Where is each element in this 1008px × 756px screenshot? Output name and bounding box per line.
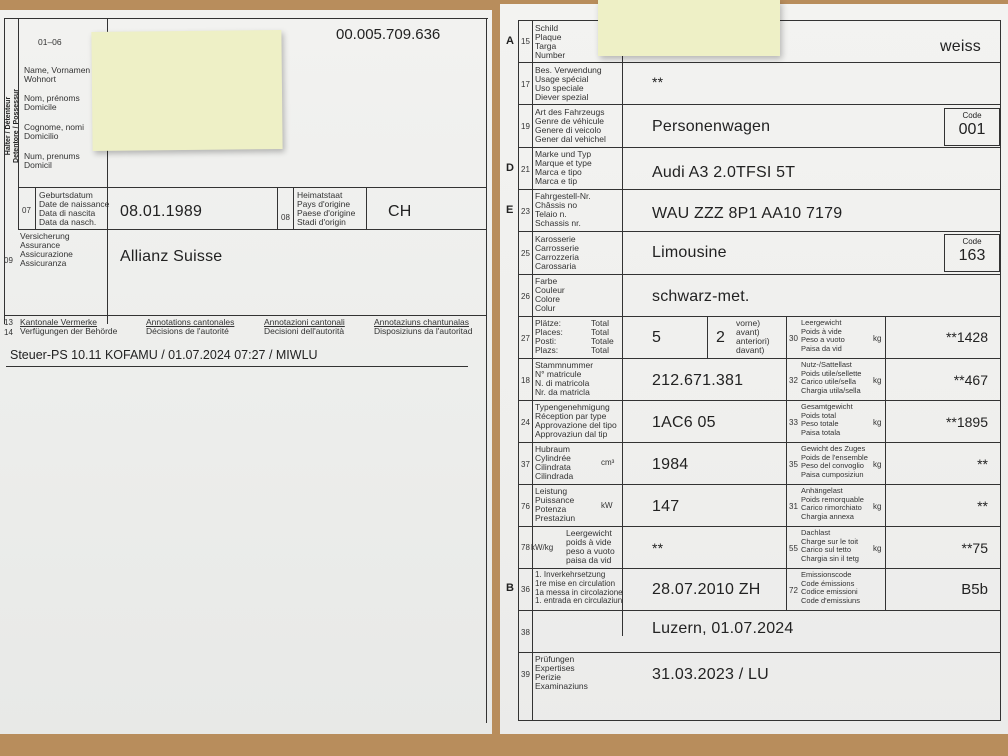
birth-row-top	[18, 187, 487, 188]
holder-vertical-fr: Détenteur	[5, 96, 12, 130]
power-unit: kW	[601, 501, 613, 510]
holder-field-fr-domicile: Domicile	[24, 102, 57, 112]
row-line-17	[518, 62, 1001, 63]
remarks-top-line	[4, 315, 487, 316]
seats-total-value: 5	[652, 329, 662, 346]
plate-number: 15	[521, 37, 530, 46]
train-weight-unit: kg	[873, 460, 882, 469]
first-registration-number: 36	[521, 585, 530, 594]
plate-label-rm: Number	[535, 50, 566, 60]
power-weight-label-it: peso a vuoto	[566, 546, 615, 556]
remarks-col-it-1: Annotazioni cantonali	[264, 317, 345, 327]
remarks-col-rm-1: Annotaziuns chantunalas	[374, 317, 469, 327]
power-label-it: Potenza	[535, 504, 567, 514]
make-model-label-fr: Marque et type	[535, 158, 592, 168]
total-weight-label-fr: Poids total	[801, 410, 837, 420]
power-weight-unit: kW/kg	[531, 543, 554, 552]
birth-left	[18, 187, 19, 229]
right-mid-value-divider	[885, 316, 886, 610]
document-number: 00.005.709.636	[336, 26, 441, 43]
empty-weight-label-de: Leergewicht	[801, 318, 842, 327]
insurance-labels	[20, 232, 73, 268]
insurance-label-de: Versicherung	[20, 231, 70, 241]
total-weight-label-it: Peso totale	[801, 419, 839, 428]
remarks-num-14: 14	[4, 328, 13, 337]
roof-load-unit: kg	[873, 544, 882, 553]
emission-code-label-fr: Code émissions	[801, 578, 855, 588]
empty-weight-value: **1428	[945, 329, 988, 345]
row-line-78	[518, 526, 1001, 527]
seats-label-rm: Plazs:	[535, 345, 559, 355]
chassis-label-fr: Châssis no	[535, 200, 578, 210]
home-country-value: CH	[388, 203, 412, 220]
insurance-value: Allianz Suisse	[120, 248, 223, 265]
special-use-label-de: Bes. Verwendung	[535, 65, 602, 75]
power-weight-label-fr: poids à vide	[566, 537, 612, 547]
power-labels	[535, 487, 575, 523]
displacement-value: 1984	[652, 456, 689, 473]
emission-code-number: 72	[789, 586, 798, 595]
make-model-value: Audi A3 2.0TFSI 5T	[652, 164, 796, 181]
home-num-divider	[277, 187, 278, 229]
row-line-76	[518, 484, 1001, 485]
total-weight-number: 33	[789, 418, 798, 427]
first-registration-label-it: 1a messa in circolazione	[535, 587, 623, 597]
holder-field-rm-domicile: Domicil	[24, 160, 52, 170]
make-model-labels	[535, 150, 592, 186]
seats-number: 27	[521, 334, 530, 343]
remarks-col-de-2: Verfügungen der Behörde	[20, 326, 118, 336]
first-registration-label-fr: 1re mise en circulation	[535, 578, 616, 588]
seats-labels	[535, 319, 563, 355]
vehicle-type-labels	[535, 108, 606, 144]
row-line-23	[518, 189, 1001, 190]
power-weight-labels	[566, 529, 615, 565]
roof-load-label-fr: Charge sur le toit	[801, 536, 859, 546]
remarks-col-de	[20, 318, 117, 336]
frame-top-line	[4, 18, 488, 19]
body-code-label: Code	[962, 237, 982, 246]
row-line-38	[518, 610, 1001, 611]
emission-code-label-it: Codice emissioni	[801, 587, 858, 596]
first-registration-value: 28.07.2010 ZH	[652, 581, 761, 598]
home-value-divider	[366, 187, 367, 229]
row-line-24	[518, 400, 1001, 401]
seats-front-it: anteriori)	[736, 336, 770, 346]
place-date-value: Luzern, 01.07.2024	[652, 620, 794, 637]
plate-labels	[535, 24, 565, 60]
holder-field-de-domicile: Wohnort	[24, 74, 56, 84]
color-value: schwarz-met.	[652, 288, 750, 305]
displacement-labels	[535, 445, 573, 481]
right-num-divider	[532, 20, 533, 720]
remarks-col-fr-2: Décisions de l'autorité	[146, 326, 229, 336]
train-weight-label-de: Gewicht des Zuges	[801, 444, 866, 453]
train-weight-value: **	[977, 456, 988, 472]
color-label-fr: Couleur	[535, 285, 565, 295]
special-use-label-rm: Diever spezial	[535, 92, 589, 102]
chassis-number-label-num: 23	[521, 207, 530, 216]
row-line-bottom	[518, 720, 1001, 721]
home-label-it: Paese d'origine	[297, 208, 356, 218]
power-number: 76	[521, 502, 530, 511]
power-label-rm: Prestaziun	[535, 513, 576, 523]
birth-num-divider	[35, 187, 36, 229]
sticky-note-right	[598, 0, 780, 56]
empty-weight-number: 30	[789, 334, 798, 343]
holder-field-rm	[24, 152, 80, 170]
make-model-label-rm: Marca e tip	[535, 176, 578, 186]
payload-unit: kg	[873, 376, 882, 385]
special-use-number: 17	[521, 80, 530, 89]
roof-load-label-it: Carico sul tetto	[801, 545, 852, 554]
trailer-load-label-it: Carico rimorchiato	[801, 503, 862, 512]
displacement-label-rm: Cilindrada	[535, 471, 574, 481]
remarks-col-rm	[374, 318, 472, 336]
vehicle-type-label-it: Genere di veicolo	[535, 125, 602, 135]
special-use-value: **	[652, 74, 664, 90]
holder-field-it-name: Cognome, nomi	[24, 122, 85, 132]
birth-label-it: Data di nascita	[39, 208, 96, 218]
master-number-label-it: N. di matricola	[535, 378, 590, 388]
home-number: 08	[281, 213, 290, 222]
master-number-label-fr: N° matricule	[535, 369, 582, 379]
birth-label-de: Geburtsdatum	[39, 190, 93, 200]
seats-label-fr: Places:	[535, 327, 563, 337]
body-value: Limousine	[652, 244, 727, 261]
vehicle-type-label-de: Art des Fahrzeugs	[535, 107, 605, 117]
special-use-labels	[535, 66, 602, 102]
type-approval-label-fr: Réception par type	[535, 411, 607, 421]
color-label-de: Farbe	[535, 276, 558, 286]
row-line-36	[518, 568, 1001, 569]
plate-label-fr: Plaque	[535, 32, 562, 42]
body-label-de: Karosserie	[535, 234, 576, 244]
insurance-number: 09	[4, 256, 13, 265]
type-approval-number: 24	[521, 418, 530, 427]
payload-label-de: Nutz-/Sattellast	[801, 360, 852, 369]
seats-front-de: vorne)	[736, 318, 761, 328]
seats-total-it: Totale	[591, 336, 614, 346]
remarks-col-it-2: Decisioni dell'autorità	[264, 326, 345, 336]
roof-load-label-de: Dachlast	[801, 528, 831, 537]
trailer-load-unit: kg	[873, 502, 882, 511]
holder-field-de	[24, 66, 90, 84]
displacement-label-de: Hubraum	[535, 444, 570, 454]
train-weight-label-rm: Paisa cumposiziun	[801, 469, 864, 479]
payload-label-it: Carico utile/sella	[801, 377, 857, 386]
first-registration-labels	[535, 571, 623, 606]
special-use-label-fr: Usage spécial	[535, 74, 589, 84]
insurance-divider	[107, 229, 108, 324]
color-labels	[535, 277, 565, 313]
inspection-labels	[535, 655, 588, 691]
type-approval-value: 1AC6 05	[652, 414, 716, 431]
total-weight-label-rm: Paisa totala	[801, 427, 841, 437]
holder-vertical-labels: Halter / Détenteur Detentore / Possessur	[5, 89, 20, 163]
type-approval-label-de: Typengenehmigung	[535, 402, 610, 412]
power-value: 147	[652, 498, 680, 515]
payload-number: 32	[789, 376, 798, 385]
birth-row-bottom	[18, 229, 487, 230]
row-line-39	[518, 652, 1001, 653]
power-weight-label-rm: paisa da vid	[566, 555, 612, 565]
trailer-load-value: **	[977, 498, 988, 514]
total-weight-labels	[801, 403, 853, 437]
chassis-value: WAU ZZZ 8P1 AA10 7179	[652, 205, 843, 222]
right-label-divider	[622, 20, 623, 636]
right-mid-divider	[786, 316, 787, 610]
body-number: 25	[521, 249, 530, 258]
holder-field-fr-name: Nom, prénoms	[24, 93, 80, 103]
type-approval-label-it: Approvazione del tipo	[535, 420, 617, 430]
vehicle-type-code-value: 001	[958, 121, 986, 138]
plate-label-it: Targa	[535, 41, 557, 51]
plate-value: weiss	[940, 38, 982, 55]
empty-weight-label-rm: Paisa da vid	[801, 343, 842, 353]
first-registration-label-de: 1. Inverkehrsetzung	[535, 570, 606, 579]
make-model-number: 21	[521, 165, 530, 174]
holder-vertical-de: Halter	[5, 135, 12, 156]
home-label-fr: Pays d'origine	[297, 199, 351, 209]
color-label-rm: Colur	[535, 303, 556, 313]
letter-d: D	[506, 162, 514, 174]
body-code-box	[944, 234, 1000, 272]
displacement-label-it: Cilindrata	[535, 462, 571, 472]
trailer-load-label-de: Anhängelast	[801, 486, 843, 495]
master-number-num: 18	[521, 376, 530, 385]
emission-code-value: B5b	[961, 581, 988, 598]
holder-vertical-rm: Possessur	[13, 89, 20, 125]
body-code-value: 163	[958, 247, 986, 264]
payload-label-rm: Chargia utila/sella	[801, 385, 861, 395]
inspection-number: 39	[521, 670, 530, 679]
holder-vertical-it: Detentore	[13, 130, 20, 163]
total-weight-label-de: Gesamtgewicht	[801, 402, 853, 411]
seats-total-de: Total	[591, 318, 609, 328]
seats-total-rm: Total	[591, 345, 609, 355]
seats-front-divider	[707, 316, 708, 358]
right-frame-left	[518, 20, 519, 720]
displacement-number: 37	[521, 460, 530, 469]
total-weight-value: **1895	[945, 414, 988, 430]
power-label-fr: Puissance	[535, 495, 575, 505]
train-weight-label-fr: Poids de l'ensemble	[801, 452, 868, 462]
train-weight-labels	[801, 445, 868, 479]
payload-label-fr: Poids utile/sellette	[801, 368, 862, 378]
remarks-col-fr	[146, 318, 234, 336]
train-weight-number: 35	[789, 460, 798, 469]
make-model-label-it: Marca e tipo	[535, 167, 582, 177]
inspection-label-fr: Expertises	[535, 663, 575, 673]
birth-label-fr: Date de naissance	[39, 199, 110, 209]
inspection-label-de: Prüfungen	[535, 654, 575, 664]
power-weight-value: **	[652, 540, 664, 556]
seats-label-de: Plätze:	[535, 318, 561, 328]
color-number: 26	[521, 292, 530, 301]
roof-load-number: 55	[789, 544, 798, 553]
total-weight-unit: kg	[873, 418, 882, 427]
inspection-value: 31.03.2023 / LU	[652, 666, 769, 683]
holder-field-it-domicile: Domicilio	[24, 131, 59, 141]
birth-labels	[39, 191, 109, 227]
row-line-18	[518, 358, 1001, 359]
row-line-27	[518, 316, 1001, 317]
home-labels	[297, 191, 355, 227]
trailer-load-label-rm: Chargia annexa	[801, 511, 854, 521]
emission-code-label-de: Emissionscode	[801, 570, 852, 579]
empty-weight-label-it: Peso a vuoto	[801, 335, 845, 344]
seats-front-fr: avant)	[736, 327, 760, 337]
insurance-label-fr: Assurance	[20, 240, 61, 250]
master-number-label-rm: Nr. da matricla	[535, 387, 590, 397]
trailer-load-labels	[801, 487, 864, 521]
vehicle-type-label-fr: Genre de véhicule	[535, 116, 604, 126]
birth-date-value: 08.01.1989	[120, 203, 203, 220]
row-line-21	[518, 147, 1001, 148]
roof-load-value: **75	[961, 540, 988, 556]
sticky-note-left	[91, 30, 282, 151]
place-date-number: 38	[521, 628, 530, 637]
power-label-de: Leistung	[535, 486, 568, 496]
inspection-label-rm: Examinaziuns	[535, 681, 588, 691]
trailer-load-label-fr: Poids remorquable	[801, 494, 864, 504]
holder-range: 01–06	[38, 37, 62, 47]
chassis-labels	[535, 192, 591, 228]
displacement-label-fr: Cylindrée	[535, 453, 571, 463]
home-label-de: Heimatstaat	[297, 190, 343, 200]
chassis-label-it: Telaio n.	[535, 209, 567, 219]
emission-code-labels	[801, 571, 860, 605]
seats-label-it: Posti:	[535, 336, 557, 346]
remarks-entry: Steuer-PS 10.11 KOFAMU / 01.07.2024 07:27 / MIWLU	[10, 348, 318, 362]
remarks-col-rm-2: Disposiziuns da l'autoritad	[374, 326, 473, 336]
home-label-divider	[293, 187, 294, 229]
master-number-value: 212.671.381	[652, 372, 744, 389]
holder-field-rm-name: Num, prenums	[24, 151, 80, 161]
body-labels	[535, 235, 579, 271]
first-registration-label-rm: 1. entrada en circulaziun	[535, 596, 623, 606]
remarks-col-de-1: Kantonale Vermerke	[20, 317, 98, 327]
master-number-label-de: Stammnummer	[535, 360, 594, 370]
power-weight-number: 78	[521, 543, 530, 552]
remarks-num-13: 13	[4, 318, 13, 327]
roof-load-labels	[801, 529, 859, 563]
row-line-19	[518, 104, 1001, 105]
seats-front-labels	[736, 319, 770, 355]
chassis-label-de: Fahrgestell-Nr.	[535, 191, 591, 201]
seats-total-fr: Total	[591, 327, 609, 337]
type-approval-label-rm: Approvaziun dal tip	[535, 429, 608, 439]
empty-weight-unit: kg	[873, 334, 882, 343]
insurance-label-it: Assicurazione	[20, 249, 73, 259]
frame-right-line	[486, 18, 487, 723]
vehicle-type-code-box	[944, 108, 1000, 146]
payload-labels	[801, 361, 861, 395]
row-line-26	[518, 274, 1001, 275]
power-weight-label-de: Leergewicht	[566, 528, 612, 538]
letter-a: A	[506, 35, 514, 47]
displacement-unit: cm³	[601, 458, 615, 467]
body-label-rm: Carossaria	[535, 261, 577, 271]
home-label-rm: Stadi d'origin	[297, 217, 346, 227]
remarks-col-fr-1: Annotations cantonales	[146, 317, 235, 327]
vehicle-type-label-rm: Gener dal vehichel	[535, 134, 606, 144]
body-label-it: Carrozzeria	[535, 252, 579, 262]
special-use-label-it: Uso speciale	[535, 83, 584, 93]
master-number-labels	[535, 361, 593, 397]
vehicle-type-number: 19	[521, 122, 530, 131]
right-frame-right	[1000, 20, 1001, 720]
payload-value: **467	[953, 372, 988, 388]
remarks-col-it	[264, 318, 345, 336]
insurance-label-rm: Assicuranza	[20, 258, 67, 268]
trailer-load-number: 31	[789, 502, 798, 511]
type-approval-labels	[535, 403, 617, 439]
seats-front-value: 2	[716, 329, 726, 346]
row-line-37	[518, 442, 1001, 443]
birth-number: 07	[22, 206, 31, 215]
holder-field-it	[24, 123, 84, 141]
plate-label-de: Schild	[535, 23, 559, 33]
train-weight-label-it: Peso del convoglio	[801, 461, 864, 470]
letter-e: E	[506, 204, 514, 216]
body-label-fr: Carrosserie	[535, 243, 579, 253]
chassis-label-rm: Schassis nr.	[535, 218, 581, 228]
holder-field-de-name: Name, Vornamen	[24, 65, 91, 75]
remarks-entry-underline	[6, 366, 468, 367]
empty-weight-labels	[801, 319, 845, 353]
make-model-label-de: Marke und Typ	[535, 149, 592, 159]
right-document-page	[500, 4, 1008, 734]
letter-b: B	[506, 582, 514, 594]
inspection-label-it: Perizie	[535, 672, 561, 682]
row-line-25	[518, 231, 1001, 232]
empty-weight-label-fr: Poids à vide	[801, 326, 842, 336]
vehicle-type-value: Personenwagen	[652, 118, 771, 135]
emission-code-label-rm: Code d'emissiuns	[801, 595, 860, 605]
color-label-it: Colore	[535, 294, 561, 304]
seats-front-rm: davant)	[736, 345, 765, 355]
holder-field-fr	[24, 94, 80, 112]
seats-total-labels	[591, 319, 614, 355]
vehicle-type-code-label: Code	[962, 111, 982, 120]
roof-load-label-rm: Chargia sin il tetg	[801, 553, 859, 563]
birth-label-rm: Data da nasch.	[39, 217, 97, 227]
